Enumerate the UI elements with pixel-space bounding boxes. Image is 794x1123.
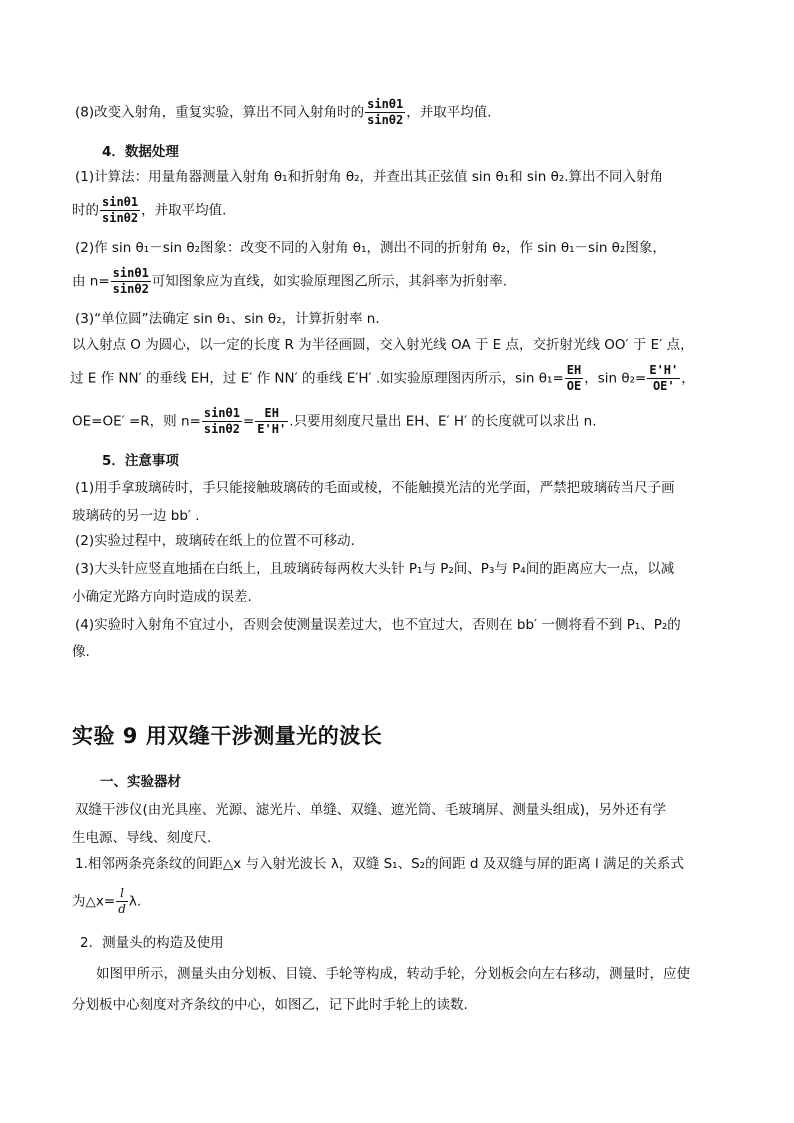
- sec4-p4-line1: 以入射点 O 为圆心，以一定的长度 R 为半径画圆，交入射光线 OA 于 E 点，交折射光线 OO′ 于 E′ 点，: [72, 337, 694, 353]
- fraction-denominator: OE: [566, 379, 582, 393]
- exp9-measuring-head-heading: 2．测量头的构造及使用: [80, 935, 224, 951]
- sec4-p1-line1: (1)计算法：用量角器测量入射角 θ₁和折射角 θ₂，并查出其正弦值 sin θ₁和 sin θ₂.算出不同入射角: [75, 169, 664, 185]
- fraction-denominator: E'H': [257, 422, 287, 436]
- exp9-p1-line1: 1.相邻两条亮条纹的间距△x 与入射光波长 λ，双缝 S₁、S₂的间距 d 及双缝与屏的距离 l 满足的关系式: [75, 856, 685, 872]
- sin-ratio-fraction: [365, 97, 405, 128]
- experiment-9-title: 实验 9 用双缝干涉测量光的波长: [72, 724, 383, 748]
- text: 由 n=: [72, 273, 110, 290]
- text: 时的: [72, 202, 99, 219]
- fraction-numerator: sinθ1: [367, 97, 404, 111]
- fraction-denominator: d: [118, 902, 126, 916]
- text: 为△x=: [72, 893, 116, 910]
- ehp-oep-fraction: [647, 363, 680, 394]
- step-8-line: [75, 97, 735, 128]
- text: ，并取平均值.: [141, 202, 227, 219]
- fraction-denominator: sinθ2: [112, 282, 149, 296]
- sin-ratio-fraction: [111, 266, 151, 297]
- sec4-p1-line2: [72, 195, 732, 226]
- fraction-denominator: sinθ2: [102, 211, 139, 225]
- step-8-text: (8)改变入射角，重复实验，算出不同入射角时的: [75, 104, 365, 121]
- text: OE=OE′ =R，则 n=: [72, 413, 201, 430]
- text: 过 E 作 NN′ 的垂线 EH，过 E′ 作 NN′ 的垂线 E′H′ .如实验原理图丙所示，sin θ₁=: [70, 370, 564, 387]
- l-over-d-fraction: [116, 886, 128, 917]
- sec4-p3: (3)“单位圆”法确定 sin θ₁、sin θ₂，计算折射率 n.: [75, 311, 380, 327]
- sec5-n4-line1: (4)实验时入射角不宜过小，否则会使测量误差过大，也不宜过大，否则在 bb′ 一侧将看不到 P₁、P₂的: [75, 617, 681, 633]
- fraction-numerator: sinθ1: [102, 195, 139, 209]
- fraction-numerator: EH: [255, 406, 288, 422]
- fraction-denominator: OE': [652, 379, 675, 393]
- sec5-n3-line2: 小确定光路方向时造成的误差.: [72, 589, 252, 605]
- exp9-p2-line2: 分划板中心刻度对齐条纹的中心，如图乙，记下此时手轮上的读数.: [72, 997, 468, 1013]
- fraction-numerator: l: [116, 886, 128, 902]
- sec4-p2-line2: [72, 266, 732, 297]
- text: ，: [681, 370, 695, 387]
- text: ，sin θ₂=: [584, 370, 647, 387]
- sec5-n4-line2: 像.: [72, 644, 90, 660]
- exp9-equipment-heading: 一、实验器材: [100, 774, 181, 790]
- text: λ.: [128, 893, 142, 910]
- text: .只要用刻度尺量出 EH、E′ H′ 的长度就可以求出 n.: [289, 413, 597, 430]
- eh-oe-fraction: [565, 363, 583, 394]
- step-8-tail: ，并取平均值.: [406, 104, 492, 121]
- sec4-p4-line3: [72, 406, 732, 437]
- section-4-heading: 4．数据处理: [102, 144, 179, 160]
- exp9-equip-line1: 双缝干涉仪(由光具座、光源、滤光片、单缝、双缝、遮光筒、毛玻璃屏、测量头组成)，另外还有学: [75, 802, 667, 818]
- text: =: [242, 413, 255, 430]
- sec5-n1-line1: (1)用手拿玻璃砖时，手只能接触玻璃砖的毛面或棱，不能触摸光洁的光学面，严禁把玻璃砖当尺子画: [75, 480, 675, 496]
- sec5-n2: (2)实验过程中，玻璃砖在纸上的位置不可移动.: [75, 533, 355, 549]
- exp9-equip-line2: 生电源、导线、刻度尺.: [72, 830, 212, 846]
- sin-ratio-fraction: [202, 406, 242, 437]
- sec5-n1-line2: 玻璃砖的另一边 bb′ .: [72, 508, 200, 524]
- fraction-numerator: sinθ1: [112, 266, 149, 280]
- sec5-n3-line1: (3)大头针应竖直地插在白纸上，且玻璃砖每两枚大头针 P₁与 P₂间、P₃与 P₄间的距离应大一点，以减: [75, 561, 675, 577]
- eh-ehp-fraction: [255, 406, 288, 437]
- fraction-numerator: E'H': [649, 363, 679, 377]
- sec4-p2-line1: (2)作 sin θ₁－sin θ₂图象：改变不同的入射角 θ₁，测出不同的折射角 θ₂，作 sin θ₁－sin θ₂图象，: [75, 240, 666, 256]
- fraction-denominator: sinθ2: [367, 113, 404, 127]
- sin-ratio-fraction: [100, 195, 140, 226]
- fraction-numerator: EH: [566, 363, 582, 377]
- section-5-heading: 5．注意事项: [102, 453, 179, 469]
- exp9-p2-line1: 如图甲所示，测量头由分划板、目镜、手轮等构成，转动手轮，分划板会向左右移动，测量时，应使: [96, 966, 690, 982]
- sec4-p4-line2: [70, 363, 730, 394]
- exp9-p1-line2: [72, 886, 732, 917]
- fraction-numerator: sinθ1: [203, 406, 240, 420]
- text: 可知图象应为直线，如实验原理图乙所示，其斜率为折射率.: [151, 273, 508, 290]
- fraction-denominator: sinθ2: [203, 422, 240, 436]
